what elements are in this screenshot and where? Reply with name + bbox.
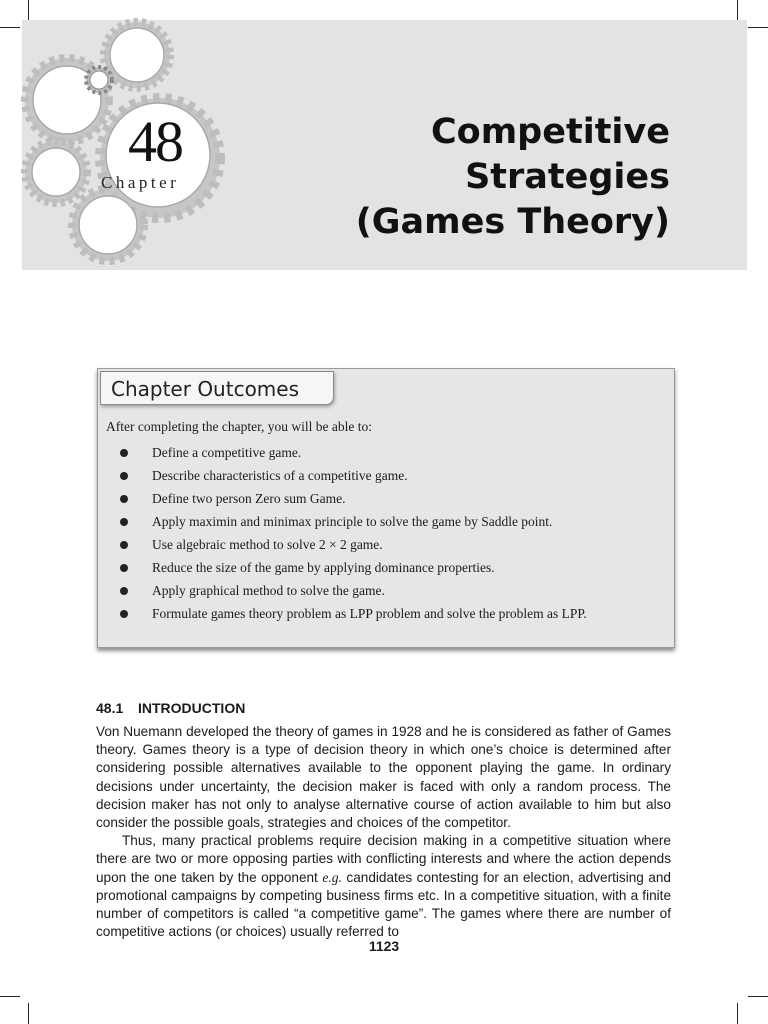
bullet-icon <box>120 495 128 503</box>
section-title: INTRODUCTION <box>138 700 246 716</box>
crop-mark <box>737 1003 738 1024</box>
bullet-icon <box>120 610 128 618</box>
outcome-text: Formulate games theory problem as LPP problem and solve the problem as LPP. <box>152 606 587 621</box>
outcome-text: Define a competitive game. <box>152 445 302 460</box>
outcomes-list <box>120 441 587 625</box>
chapter-title-line: Competitive <box>430 112 670 152</box>
outcome-text: Describe characteristics of a competitive game. <box>152 468 408 483</box>
bullet-icon <box>120 587 128 595</box>
outcome-text: Apply maximin and minimax principle to solve the game by Saddle point. <box>152 514 553 529</box>
chapter-outcomes-box <box>97 368 675 648</box>
emphasis-text: e.g. <box>322 869 342 885</box>
outcome-item <box>120 464 587 487</box>
outcome-text: Reduce the size of the game by applying dominance properties. <box>152 560 495 575</box>
outcome-item <box>120 510 587 533</box>
chapter-number: 48 <box>128 109 182 174</box>
crop-mark <box>748 996 768 997</box>
outcome-item <box>120 533 587 556</box>
chapter-title-line: (Games Theory) <box>355 202 670 242</box>
chapter-label: Chapter <box>101 173 180 192</box>
crop-mark <box>28 1003 29 1024</box>
bullet-icon <box>120 541 128 549</box>
outcomes-heading: Chapter Outcomes <box>100 371 334 405</box>
outcome-item <box>120 556 587 579</box>
section-body <box>96 723 671 941</box>
chapter-title-line: Strategies <box>465 157 670 197</box>
paragraph <box>96 832 671 941</box>
section-number: 48.1 <box>96 700 124 716</box>
outcomes-intro: After completing the chapter, you will be able to: <box>106 419 372 434</box>
outcome-item <box>120 487 587 510</box>
paragraph-text: Thus, many practical problems require decision making in a competitive situation where there are two or more opposing parties with conflicting interests and where the action depends upon the one taken by the opponent <box>96 833 671 885</box>
crop-mark <box>748 27 768 28</box>
outcome-text: Define two person Zero sum Game. <box>152 491 346 506</box>
outcome-text: Apply graphical method to solve the game. <box>152 583 385 598</box>
bullet-icon <box>120 518 128 526</box>
crop-mark <box>737 0 738 20</box>
paragraph: Von Nuemann developed the theory of games in 1928 and he is considered as father of Games theory. Games theory is a type of decision theory in which one’s choice is determined after considering possible alternatives available to the opponent playing the game. In ordinary decisions under uncertainty, the decision maker is faced with only a random process. The decision maker has not only to analyse alternative course of action available to him but also consider the possible goals, strategies and choices of the competitor. <box>96 724 671 831</box>
section-heading <box>96 700 245 716</box>
outcome-item <box>120 602 587 625</box>
crop-mark <box>0 996 20 997</box>
chapter-title <box>356 110 670 245</box>
bullet-icon <box>120 564 128 572</box>
paragraph-text: candidates contesting for an election, advertising and promotional campaigns by competing business firms etc. In a competitive situation, with a finite number of competitors is called “a competitive game”. The games where there are number of competitive actions (or choices) usually referred to <box>96 869 671 940</box>
bullet-icon <box>120 449 128 457</box>
outcome-text: Use algebraic method to solve 2 × 2 game. <box>152 537 383 552</box>
bullet-icon <box>120 472 128 480</box>
outcome-item <box>120 579 587 602</box>
page-number: 1123 <box>368 938 400 954</box>
outcome-item <box>120 441 587 464</box>
